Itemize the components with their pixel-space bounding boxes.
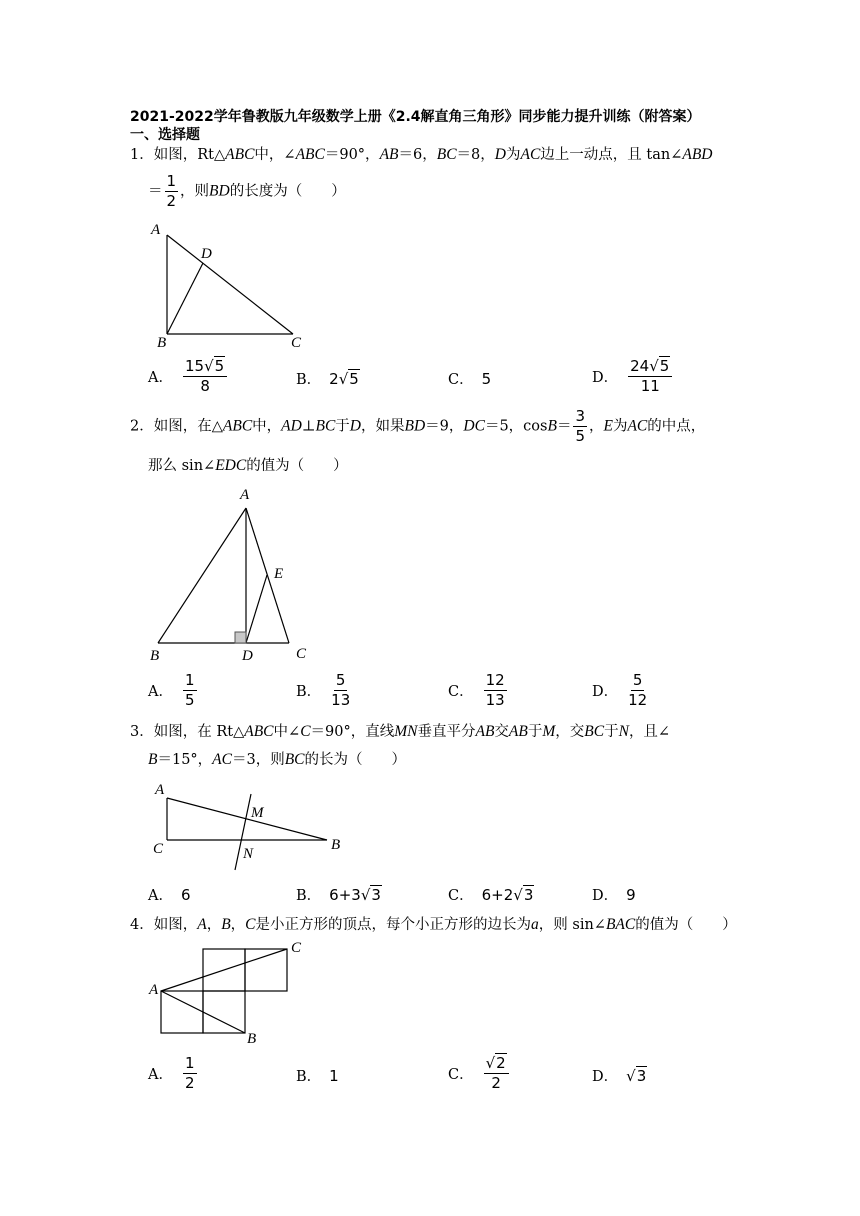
- numerator: [628, 358, 672, 377]
- fraction: [183, 672, 197, 709]
- q2-option-d[interactable]: [592, 672, 649, 709]
- figure-q3: [145, 780, 355, 875]
- q3-option-b[interactable]: [296, 884, 382, 905]
- q2-option-c[interactable]: [448, 672, 509, 709]
- option-label: B．: [296, 684, 322, 700]
- fraction: [573, 408, 587, 445]
- text: ，如果: [361, 418, 405, 435]
- text: ，则: [180, 183, 210, 200]
- text: 如图，在△: [153, 418, 223, 435]
- text: 交: [494, 724, 509, 740]
- coefficient: 2: [329, 369, 339, 388]
- sqrt: √5: [338, 369, 359, 388]
- math-var: BD: [209, 182, 230, 200]
- math-var: B: [221, 916, 231, 933]
- q3-option-c[interactable]: [448, 884, 534, 905]
- math-var: AC: [520, 146, 541, 163]
- fraction: [183, 1055, 197, 1092]
- grid-square: [203, 991, 245, 1033]
- label-c: C: [291, 335, 302, 351]
- label-n: N: [243, 846, 254, 862]
- numerator: 5: [632, 671, 643, 689]
- sqrt: √3: [626, 1066, 647, 1085]
- q4-option-a[interactable]: [148, 1055, 199, 1092]
- denominator: 8: [200, 377, 210, 395]
- fraction: [484, 1055, 509, 1092]
- option-value: 5: [481, 369, 492, 388]
- math-var: C: [245, 916, 256, 933]
- math-var: N: [618, 723, 629, 740]
- option-label: B．: [296, 372, 322, 388]
- label-m: M: [251, 805, 264, 821]
- q4-option-b[interactable]: [296, 1065, 339, 1086]
- question-3-line-1: [130, 722, 670, 742]
- label-b: B: [150, 648, 160, 664]
- text: 那么 sin∠: [148, 458, 216, 474]
- text: 垂直平分: [417, 724, 476, 740]
- fraction: [628, 672, 647, 709]
- math-var: D: [494, 146, 506, 163]
- math-var: BC: [436, 146, 457, 163]
- label-a: A: [155, 782, 165, 798]
- denominator: 5: [184, 691, 195, 709]
- segment-ac: [167, 235, 293, 334]
- text: ＝9，: [425, 418, 464, 435]
- math-var: AB: [379, 146, 399, 163]
- denominator: 2: [491, 1074, 501, 1092]
- text: 于: [335, 418, 350, 435]
- numerator: 1: [184, 1054, 195, 1072]
- option-label: C．: [448, 1067, 474, 1083]
- text: 为: [612, 418, 628, 435]
- denominator: 11: [640, 377, 660, 395]
- text: ＝: [556, 418, 572, 435]
- label-b: B: [331, 837, 341, 853]
- text: ，: [589, 418, 604, 435]
- math-var: B: [547, 417, 557, 435]
- option-label: A．: [148, 1067, 173, 1083]
- math-var: D: [349, 417, 361, 435]
- math-var: ABD: [682, 146, 713, 163]
- radicand: 5: [349, 369, 359, 388]
- text: 的中点，: [647, 418, 706, 435]
- text: ＝5，cos: [484, 418, 548, 435]
- math-var: A: [197, 916, 207, 933]
- question-3-line-2: [148, 750, 406, 770]
- option-label: B．: [296, 888, 322, 904]
- segment-ac: [161, 949, 287, 991]
- math-var: BC: [584, 723, 605, 740]
- sqrt: √3: [360, 885, 381, 904]
- q3-option-a[interactable]: [148, 884, 191, 905]
- option-label: D．: [592, 1069, 619, 1085]
- numerator: 3: [575, 407, 585, 425]
- text: 为: [505, 147, 521, 163]
- text: 中，∠: [254, 147, 296, 163]
- figure-q1: [145, 218, 315, 353]
- text: 边上一动点，且 tan∠: [540, 147, 683, 163]
- sqrt: √5: [649, 357, 670, 375]
- fraction: [165, 173, 179, 210]
- option-label: A．: [148, 888, 173, 904]
- text: 如图，在 Rt△: [153, 724, 245, 740]
- document-title: 2021-2022学年鲁教版九年级数学上册《2.4解直角三角形》同步能力提升训练（附答案）: [130, 109, 701, 125]
- denominator: 13: [331, 691, 351, 709]
- label-a: A: [151, 222, 161, 238]
- segment-de: [246, 575, 267, 643]
- sqrt: √5: [204, 357, 225, 375]
- segment-ab: [158, 508, 246, 643]
- text: ＝6，: [398, 147, 437, 163]
- option-value: 1: [329, 1066, 339, 1085]
- question-2-line-2: [148, 456, 348, 476]
- coefficient: 24: [630, 357, 650, 375]
- text: ＝15°，: [157, 752, 213, 768]
- coefficient: 15: [184, 357, 205, 375]
- math-var: MN: [394, 723, 418, 740]
- text: 的值为（ ）: [246, 458, 348, 474]
- label-a: A: [149, 982, 159, 998]
- text: 如图，: [153, 917, 198, 933]
- label-d: D: [201, 246, 212, 262]
- option-label: C．: [448, 888, 474, 904]
- text: 如图，Rt△: [153, 147, 226, 163]
- segment-bd: [167, 263, 203, 334]
- text: ，且∠: [628, 724, 671, 740]
- label-e: E: [274, 566, 284, 582]
- option-label: C．: [448, 684, 474, 700]
- numerator: 1: [166, 172, 177, 190]
- option-label: D．: [592, 370, 619, 386]
- text: ，: [230, 917, 246, 933]
- numerator: 5: [335, 671, 346, 689]
- math-var: BC: [315, 417, 336, 435]
- question-number: 2．: [130, 418, 154, 435]
- option-label: B．: [296, 1069, 322, 1085]
- text: ，: [206, 917, 222, 933]
- radicand: 2: [496, 1054, 506, 1072]
- math-var: M: [542, 723, 556, 740]
- label-c: C: [296, 646, 307, 662]
- coefficient: 6+2: [481, 885, 514, 904]
- math-var: AD: [281, 417, 302, 435]
- fraction: [331, 672, 350, 709]
- label-a: A: [240, 487, 250, 503]
- text: ，交: [555, 724, 585, 740]
- radicand: 3: [636, 1066, 647, 1085]
- text: ⊥: [301, 418, 316, 435]
- question-1-line-2: [148, 173, 346, 210]
- math-var: BC: [284, 751, 305, 768]
- fraction: [628, 358, 672, 395]
- numerator: [484, 1055, 509, 1074]
- math-var: ABC: [222, 417, 253, 435]
- question-number: 1．: [130, 147, 154, 163]
- option-label: A．: [148, 370, 173, 386]
- label-c: C: [153, 841, 164, 857]
- q3-option-d[interactable]: [592, 884, 636, 905]
- text: 的长度为（ ）: [229, 183, 346, 200]
- option-label: D．: [592, 684, 619, 700]
- q1-option-a[interactable]: [148, 358, 229, 395]
- text: ，则 sin∠: [538, 917, 606, 933]
- segment-ab: [167, 798, 327, 840]
- denominator: 2: [166, 192, 177, 210]
- option-value: 6: [180, 885, 191, 904]
- radicand: 5: [214, 357, 225, 375]
- text: 于: [527, 724, 543, 740]
- q4-option-c[interactable]: [448, 1055, 511, 1092]
- question-2-line-1: [130, 408, 705, 445]
- sqrt: √3: [513, 885, 534, 904]
- math-var: ABC: [295, 146, 325, 163]
- q1-option-d[interactable]: [592, 358, 674, 395]
- question-4-line-1: [130, 915, 737, 935]
- text: 于: [604, 724, 619, 740]
- radicand: 5: [659, 357, 670, 375]
- label-c: C: [291, 940, 302, 956]
- text: 中，: [252, 418, 282, 435]
- option-label: A．: [148, 684, 173, 700]
- math-var: AC: [627, 417, 648, 435]
- radicand: 3: [371, 885, 381, 904]
- q4-option-d[interactable]: [592, 1065, 647, 1086]
- figure-q2: [140, 482, 320, 664]
- q1-option-c[interactable]: [448, 368, 491, 389]
- text: ＝: [148, 183, 163, 200]
- option-value: 9: [626, 885, 636, 904]
- denominator: 12: [628, 691, 648, 709]
- figure-q4: [145, 938, 325, 1050]
- text: 的值为（ ）: [635, 917, 737, 933]
- math-var: B: [148, 751, 158, 768]
- label-d: D: [242, 648, 253, 664]
- question-number: 3．: [130, 724, 154, 740]
- option-label: C．: [448, 372, 474, 388]
- text: 是小正方形的顶点，每个小正方形的边长为: [255, 917, 532, 933]
- option-label: D．: [592, 888, 619, 904]
- math-var: ABC: [225, 146, 255, 163]
- denominator: 2: [184, 1074, 195, 1092]
- math-var: DC: [463, 417, 485, 435]
- numerator: 1: [184, 671, 195, 689]
- math-var: EDC: [215, 457, 247, 474]
- label-b: B: [247, 1031, 257, 1047]
- text: ＝90°，: [324, 147, 380, 163]
- math-var: AC: [212, 751, 232, 768]
- right-angle-mark: [235, 632, 246, 643]
- section-heading: 一、选择题: [130, 127, 200, 143]
- sqrt: √2: [485, 1054, 506, 1072]
- q2-option-b[interactable]: [296, 672, 352, 709]
- radicand: 3: [523, 885, 534, 904]
- numerator: [183, 358, 227, 377]
- denominator: 5: [575, 427, 585, 445]
- math-var: E: [603, 417, 613, 435]
- math-var: ABC: [244, 723, 274, 740]
- grid-square: [245, 949, 287, 991]
- text: ＝90°，直线: [310, 724, 395, 740]
- math-var: BAC: [605, 916, 636, 933]
- coefficient: 6+3: [329, 885, 361, 904]
- math-var: a: [531, 916, 539, 933]
- math-var: AB: [508, 723, 528, 740]
- q2-option-a[interactable]: [148, 672, 199, 709]
- denominator: 13: [485, 691, 505, 709]
- fraction: [484, 672, 507, 709]
- text: 的长为（ ）: [304, 752, 407, 768]
- grid-square: [161, 991, 203, 1033]
- text: ＝3，则: [231, 752, 285, 768]
- fraction: [183, 358, 227, 395]
- text: ＝8，: [456, 147, 495, 163]
- label-b: B: [157, 335, 167, 351]
- math-var: AB: [475, 723, 495, 740]
- q1-option-b[interactable]: [296, 368, 360, 389]
- question-number: 4．: [130, 917, 154, 933]
- math-var: BD: [404, 417, 426, 435]
- math-var: C: [300, 723, 311, 740]
- question-1-line-1: [130, 145, 713, 165]
- numerator: 12: [485, 671, 505, 689]
- text: 中∠: [273, 724, 301, 740]
